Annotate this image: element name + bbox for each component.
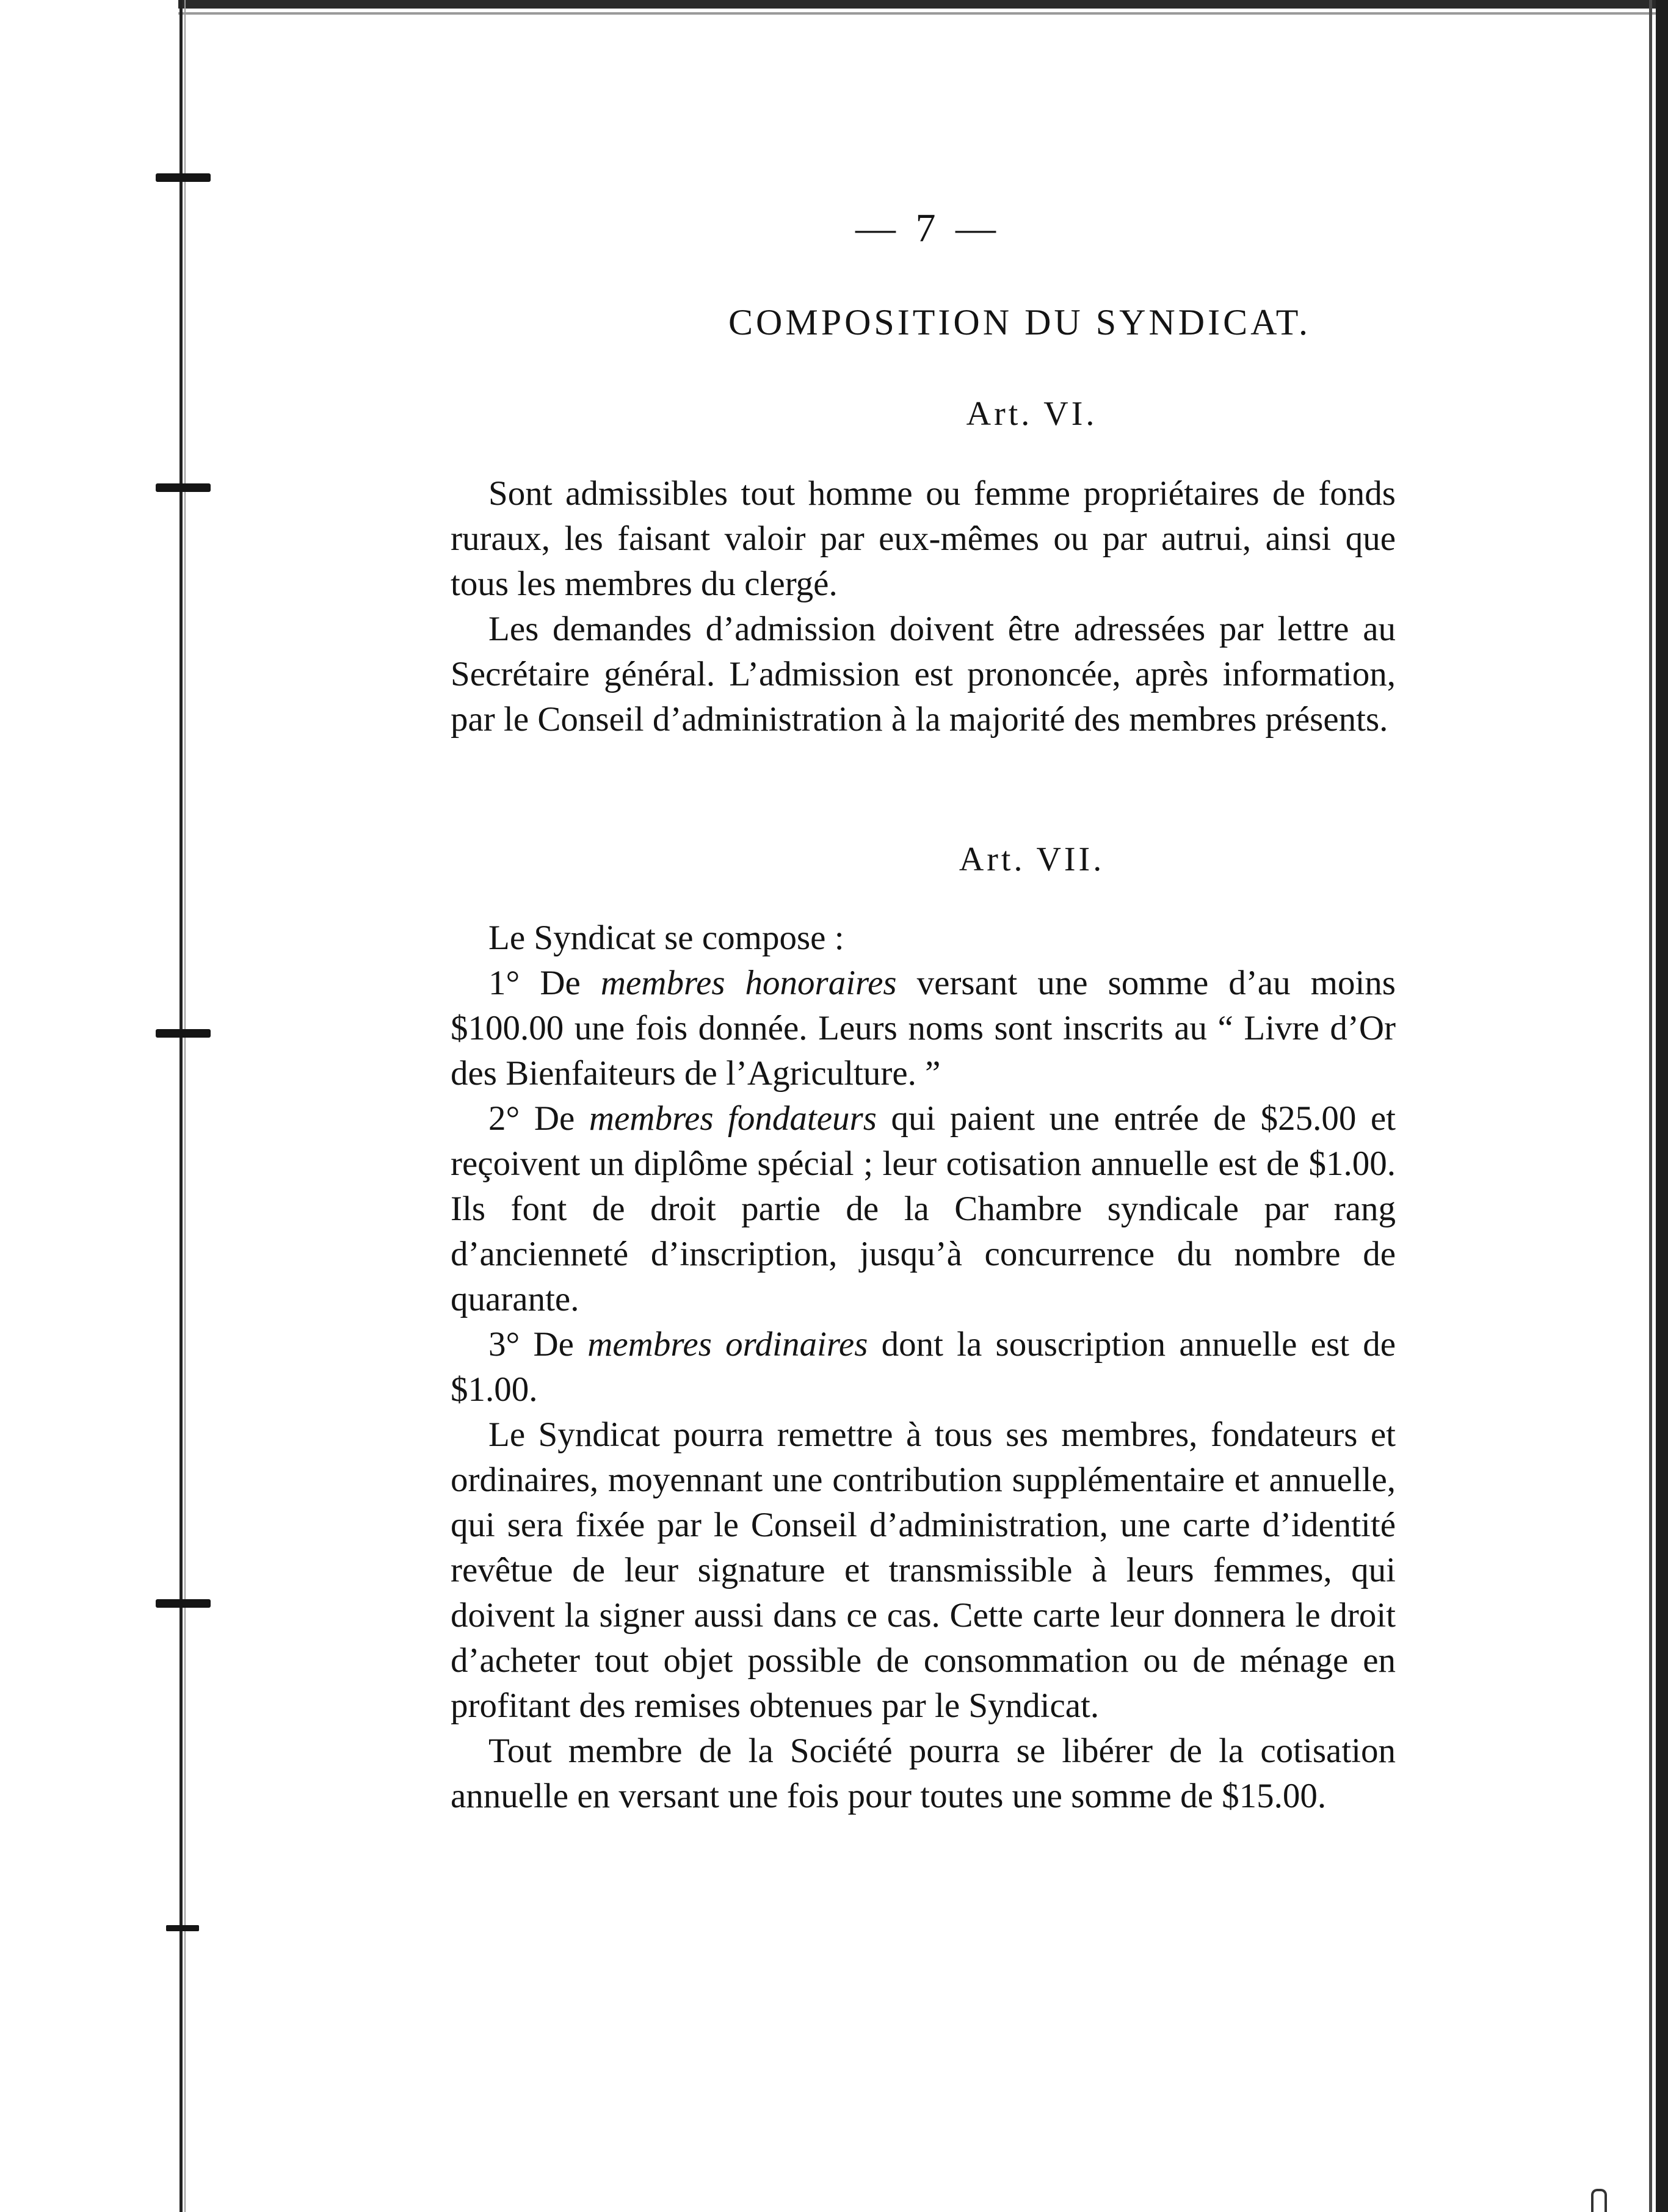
item-prefix: 3° De <box>488 1325 588 1364</box>
item-text: versant une somme d’au moins $100.00 une fois donnée. Leurs noms sont inscrits au “ Livre d’Or des Bienfaiteurs de l’Agriculture. ” <box>451 964 1396 1093</box>
paragraph: Le Syndicat se compose : <box>488 919 844 957</box>
item-prefix: 1° De <box>488 964 601 1002</box>
scan-top-border <box>178 0 1668 9</box>
list-item <box>451 961 1396 1096</box>
member-type: membres honoraires <box>600 964 897 1002</box>
item-text: dont la souscription annuelle est de $1.00. <box>451 1325 1396 1409</box>
member-type: membres fondateurs <box>589 1099 877 1138</box>
scan-right-border <box>1656 0 1668 2212</box>
item-prefix: 2° De <box>488 1099 589 1138</box>
page-title: COMPOSITION DU SYNDICAT. <box>728 302 1311 342</box>
binding-edge-line <box>184 0 186 2212</box>
binding-stitch <box>156 173 211 182</box>
paragraph: Le Syndicat pourra remettre à tous ses membres, fondateurs et ordinaires, moyennant une contribution supplémentaire et annuelle, qui sera fixée par le Conseil d’administration, une carte d’identité revêtue de leur signature et transmissible à leurs femmes, qui doivent la signer aussi dans ce cas. Cette carte leur donnera le droit d’acheter tout objet possible de consommation ou de ménage en profitant des remises obtenues par le Syndicat. <box>451 1415 1396 1725</box>
scan-top-border-line <box>178 12 1668 15</box>
page-number: — 7 — <box>855 206 1001 250</box>
binding-stitch <box>156 483 211 492</box>
corner-hook-mark <box>1591 2189 1607 2212</box>
article-6-body <box>451 471 1396 742</box>
article-7-body <box>451 916 1396 1819</box>
binding-stitch <box>156 1599 211 1608</box>
list-item <box>451 1096 1396 1322</box>
article-7-heading: Art. VII. <box>959 840 1105 878</box>
item-text: qui paient une entrée de $25.00 et reçoivent un diplôme spécial ; leur cotisation annuelle est de $1.00. Ils font de droit partie de la Chambre syndicale par rang d’ancienneté d’inscription, jusqu’à concurrence du nombre de quarante. <box>451 1099 1396 1318</box>
binding-stitch <box>166 1925 199 1931</box>
paragraph: Tout membre de la Société pourra se libérer de la cotisation annuelle en versant une fois pour toutes une somme de $15.00. <box>451 1732 1396 1815</box>
scan-right-border-line <box>1649 0 1652 2212</box>
member-type: membres ordinaires <box>587 1325 868 1364</box>
article-6-heading: Art. VI. <box>966 395 1098 433</box>
binding-edge <box>179 0 183 2212</box>
paragraph: Sont admissibles tout homme ou femme propriétaires de fonds ruraux, les faisant valoir par eux-mêmes ou par autrui, ainsi que tous les membres du clergé. <box>451 474 1396 603</box>
binding-stitch <box>156 1029 211 1038</box>
paragraph: Les demandes d’admission doivent être adressées par lettre au Secrétaire général. L’admission est prononcée, après information, par le Conseil d’administration à la majorité des membres présents. <box>451 610 1396 739</box>
list-item <box>451 1322 1396 1412</box>
